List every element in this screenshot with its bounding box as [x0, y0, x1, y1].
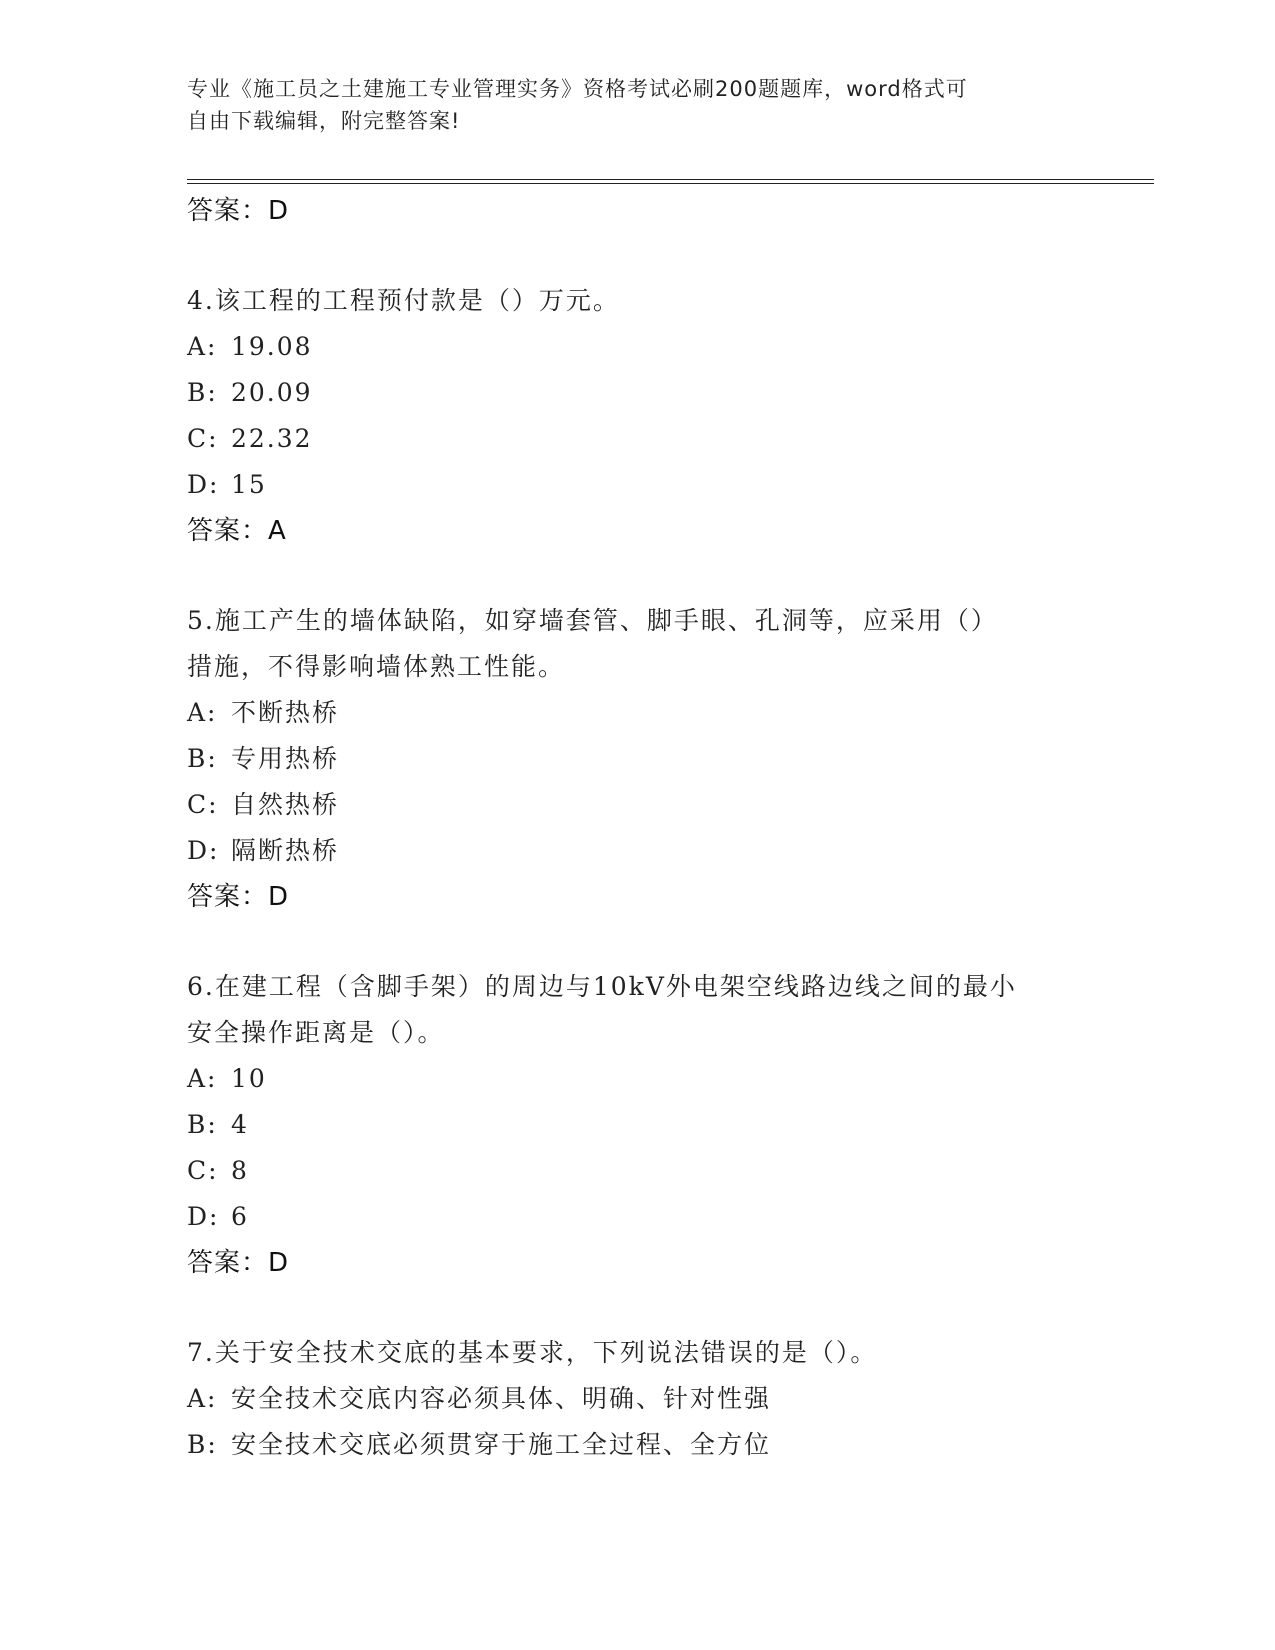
option-key: A: [187, 332, 218, 361]
question-content [187, 188, 1087, 1468]
option-key: C: [187, 790, 219, 819]
spacer [187, 554, 1087, 598]
option-key: D: [187, 470, 220, 499]
option-d [187, 828, 1087, 874]
answer-line: 答案：D [187, 196, 290, 226]
option-a [187, 1376, 1087, 1422]
option-text: 不断热桥 [231, 698, 340, 727]
header-line-2: 自由下载编辑，附完整答案! [187, 109, 461, 133]
option-key: A: [187, 1064, 218, 1093]
option-text: 15 [231, 470, 267, 499]
option-text: 8 [231, 1156, 249, 1185]
option-d [187, 462, 1087, 508]
answer-line: 答案：D [187, 882, 290, 912]
option-text: 自然热桥 [231, 790, 340, 819]
option-text: 19.08 [231, 332, 313, 361]
option-key: A: [187, 698, 218, 727]
option-text: 22.32 [231, 424, 313, 453]
option-key: C: [187, 424, 219, 453]
option-key: B: [187, 744, 218, 773]
option-c [187, 782, 1087, 828]
option-a [187, 690, 1087, 736]
question-block [187, 964, 1087, 1286]
option-a [187, 324, 1087, 370]
header-rule-bottom [187, 183, 1154, 184]
option-text: 专用热桥 [231, 744, 340, 773]
option-b [187, 1102, 1087, 1148]
spacer [187, 234, 1087, 278]
question-stem-continued: 安全操作距离是（）。 [187, 1018, 445, 1047]
question-stem: 7.关于安全技术交底的基本要求，下列说法错误的是（）。 [187, 1338, 878, 1367]
option-d [187, 1194, 1087, 1240]
spacer [187, 1286, 1087, 1330]
option-text: 4 [231, 1110, 249, 1139]
option-b [187, 736, 1087, 782]
option-c [187, 1148, 1087, 1194]
option-key: B: [187, 378, 218, 407]
question-stem: 5.施工产生的墙体缺陷，如穿墙套管、脚手眼、孔洞等，应采用（） [187, 606, 998, 635]
question-block [187, 1330, 1087, 1468]
option-c [187, 416, 1087, 462]
page-header [187, 73, 1067, 137]
option-key: A: [187, 1384, 218, 1413]
option-text: 6 [231, 1202, 249, 1231]
option-key: C: [187, 1156, 219, 1185]
question-stem: 6.在建工程（含脚手架）的周边与10kV外电架空线路边线之间的最小 [187, 972, 1017, 1001]
option-text: 安全技术交底必须贯穿于施工全过程、全方位 [231, 1430, 772, 1459]
header-line-1: 专业《施工员之土建施工专业管理实务》资格考试必刷200题题库，word格式可 [187, 77, 968, 101]
spacer [187, 920, 1087, 964]
option-a [187, 1056, 1087, 1102]
answer-line: 答案：D [187, 1248, 290, 1278]
option-key: B: [187, 1430, 218, 1459]
option-b [187, 370, 1087, 416]
option-text: 10 [231, 1064, 267, 1093]
question-stem: 4.该工程的工程预付款是（）万元。 [187, 286, 620, 315]
question-block [187, 278, 1087, 554]
option-text: 隔断热桥 [231, 836, 340, 865]
option-text: 安全技术交底内容必须具体、明确、针对性强 [231, 1384, 772, 1413]
option-b [187, 1422, 1087, 1468]
question-block [187, 598, 1087, 920]
header-rule-top [187, 179, 1154, 180]
answer-line: 答案：A [187, 516, 287, 546]
question-stem-continued: 措施，不得影响墙体熟工性能。 [187, 652, 566, 681]
option-text: 20.09 [231, 378, 313, 407]
option-key: D: [187, 836, 220, 865]
option-key: D: [187, 1202, 220, 1231]
option-key: B: [187, 1110, 218, 1139]
